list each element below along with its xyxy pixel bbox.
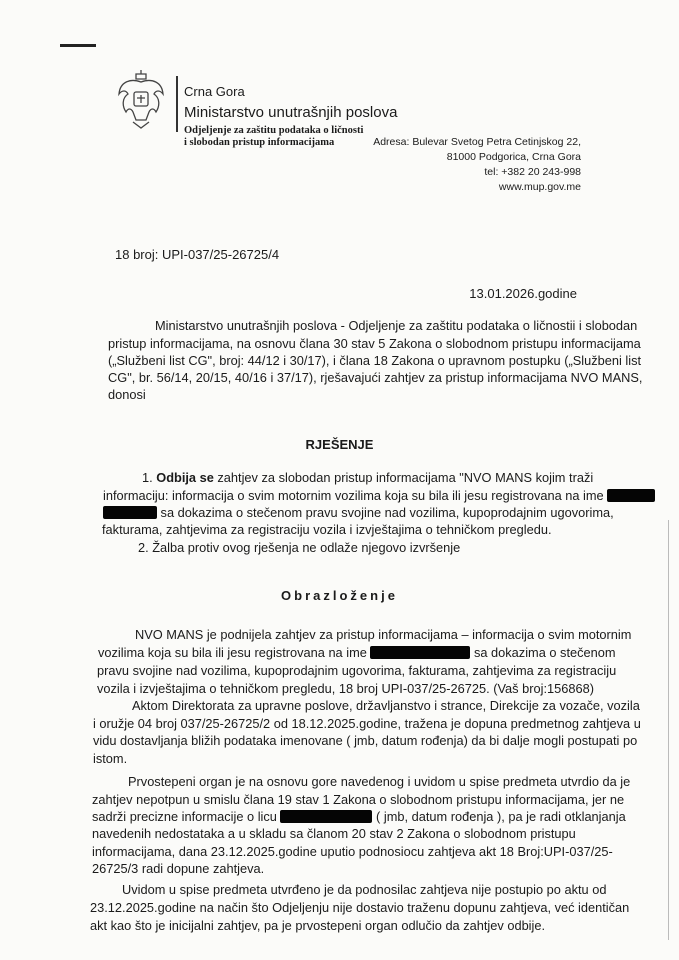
- department-line-2: i slobodan pristup informacijama: [184, 137, 335, 148]
- text-line: [132, 698, 640, 714]
- text-line: [138, 540, 460, 556]
- address-block: [373, 135, 581, 195]
- text-segment: 23.12.2025.godine na način što Odjeljenju nije dostavio traženu dopunu zahtjeva, već identičan: [90, 900, 630, 915]
- bold-text: Odbija se: [156, 470, 214, 485]
- text-line: [103, 505, 614, 521]
- text-segment: 26725/3 radi dopune zahtjeva.: [92, 861, 265, 876]
- text-segment: navedenih nedostataka a u skladu sa članom 20 stav 2 Zakona o slobodnom pristupu: [92, 826, 576, 841]
- text-segment: zahtjev za slobodan pristup informacijama "NVO MANS kojim traži: [213, 470, 594, 485]
- text-segment: istom.: [93, 751, 128, 766]
- text-segment: Uvidom u spise predmeta utvrđeno je da podnosilac zahtjeva nije postupio po aktu od: [122, 882, 607, 897]
- text-line: [97, 663, 616, 679]
- text-line: [108, 370, 642, 386]
- department-line-1: Odjeljenje za zaštitu podataka o ličnosti: [184, 125, 364, 136]
- redaction-block: [280, 810, 372, 823]
- scan-edge: [668, 520, 669, 940]
- text-segment: vozilima koja su bila ili jesu registrovana na ime: [98, 645, 371, 660]
- text-line: [97, 681, 594, 697]
- header-divider: [176, 76, 178, 132]
- text-segment: informaciju: informacija o svim motornim vozilima koja su bila ili jesu registrovana na ime: [103, 488, 608, 503]
- text-segment: Aktom Direktorata za upravne poslove, državljanstvo i strance, Direkcije za vozače, vozila: [132, 698, 640, 713]
- text-segment: sa dokazima o stečenom: [470, 645, 616, 660]
- text-line: [92, 826, 576, 842]
- text-segment: i oružje 04 broj 037/25-26725/2 od 18.12.2025.godine, tražena je dopuna predmetnog zahtjeva u: [93, 716, 641, 731]
- department-name: [184, 125, 363, 149]
- text-line: [93, 733, 637, 749]
- phone: tel: +382 20 243-998: [484, 166, 581, 178]
- text-line: [92, 792, 624, 808]
- text-segment: Ministarstvo unutrašnjih poslova - Odjeljenje za zaštitu podataka o ličnostii i slobodan: [155, 318, 638, 333]
- redaction-block: [370, 646, 470, 659]
- text-line: [108, 387, 146, 403]
- text-line: [93, 751, 127, 767]
- text-line: [155, 318, 637, 334]
- text-segment: fakturama, zahtjevima za registraciju vozila i izvještajima o tehničkom pregledu.: [102, 522, 552, 537]
- document-date: 13.01.2026.godine: [469, 286, 577, 301]
- text-segment: NVO MANS je podnijela zahtjev za pristup informacijama – informacija o svim motornim: [135, 627, 632, 642]
- text-segment: 1.: [142, 470, 157, 485]
- address-line-2: 81000 Podgorica, Crna Gora: [446, 151, 581, 163]
- text-segment: akt kao što je inicijalni zahtjev, pa je prvostepeni organ odlučio da zahtjev odbije.: [90, 918, 546, 933]
- text-line: [98, 645, 616, 661]
- text-line: [92, 809, 626, 825]
- text-segment: sa dokazima o stečenom pravu svojine nad vozilima, kupoprodajnim ugovorima,: [157, 505, 614, 520]
- text-line: [102, 522, 552, 538]
- country-name: Crna Gora: [184, 84, 245, 99]
- text-segment: pristup informacijama, na osnovu člana 30 stav 5 Zakona o slobodnom pristupu informacijama: [108, 336, 641, 351]
- text-line: [92, 844, 613, 860]
- text-segment: donosi: [108, 387, 146, 402]
- website: www.mup.gov.me: [498, 181, 581, 193]
- ministry-name: Ministarstvo unutrašnjih poslova: [184, 104, 398, 121]
- text-segment: zahtjev nepotpun u smislu člana 19 stav 1 Zakona o slobodnom pristupu informacijama, jer ne: [92, 792, 625, 807]
- text-line: [128, 774, 630, 790]
- redaction-block: [607, 489, 655, 502]
- text-segment: CG", br. 56/14, 20/15, 40/16 i 37/17), rješavajući zahtjev za pristup informacijama NVO MANS,: [108, 370, 643, 385]
- text-segment: informacijama, dana 23.12.2025.godine uputio podnosiocu zahtjeva akt 18 Broj:UPI-037/25-: [92, 844, 613, 859]
- text-line: [103, 488, 655, 504]
- text-segment: sadrži precizne informacije o licu: [92, 809, 281, 824]
- text-segment: vidu dostavljanja bližih podataka imenovane ( jmb, datum rođenja) da bi dalje mogli postupati po: [93, 733, 638, 748]
- text-line: [108, 353, 641, 369]
- text-line: [142, 470, 593, 486]
- text-line: [90, 918, 545, 934]
- text-line: [92, 861, 264, 877]
- reference-number: 18 broj: UPI-037/25-26725/4: [115, 247, 280, 262]
- decision-title: RJEŠENJE: [305, 437, 374, 452]
- text-line: [122, 882, 606, 898]
- text-segment: 2. Žalba protiv ovog rješenja ne odlaže njegovo izvršenje: [138, 540, 461, 555]
- text-line: [135, 627, 631, 643]
- redaction-block: [103, 506, 157, 519]
- reasoning-title: Obrazloženje: [281, 588, 398, 603]
- text-segment: („Službeni list CG", broj: 44/12 i 30/17), i člana 18 Zakona o upravnom postupku („Službeni list: [108, 353, 642, 368]
- text-segment: pravu svojine nad vozilima, kupoprodajnim ugovorima, fakturama, zahtjevima za registraciju: [97, 663, 617, 678]
- text-line: [108, 336, 641, 352]
- address-line-1: Adresa: Bulevar Svetog Petra Cetinjskog 22,: [373, 136, 581, 148]
- coat-of-arms-logo: [116, 68, 166, 135]
- text-line: [90, 900, 629, 916]
- text-segment: Prvostepeni organ je na osnovu gore navedenog i uvidom u spise predmeta utvrdio da je: [128, 774, 631, 789]
- text-segment: vozila i izvještajima o tehničkom pregledu, 18 broj UPI-037/25-26725. (Vaš broj:156868): [97, 681, 594, 696]
- text-line: [93, 716, 641, 732]
- margin-mark: [60, 44, 96, 47]
- text-segment: ( jmb, datum rođenja ), pa je radi otklanjanja: [372, 809, 626, 824]
